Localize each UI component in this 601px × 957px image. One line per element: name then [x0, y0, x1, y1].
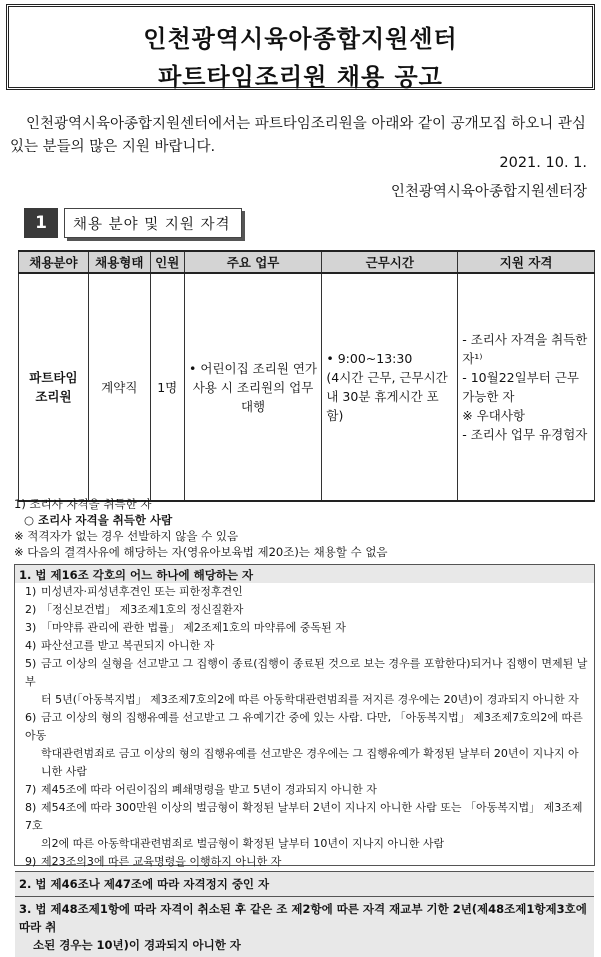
hours-detail: (4시간 근무, 근무시간 내 30분 휴게시간 포함)	[326, 370, 448, 423]
table-header-row	[19, 251, 595, 273]
disqualification-heading: 3. 법 제48조제1항에 따라 자격이 취소된 후 같은 조 제2항에 따른 자격 재교부 기한 2년(제48조제1항제3호에 따라 취 소된 경우는 10년)이 경과되지 아니한 자	[15, 897, 594, 957]
headcount-cell: 1명	[150, 273, 184, 501]
hours-line: • 9:00~13:30	[326, 351, 413, 366]
table-header-cell: 채용형태	[88, 251, 150, 273]
list-item: 3) 「마약류 관리에 관한 법률」 제2조제1호의 마약류에 중독된 자	[25, 621, 346, 634]
table-header-cell: 지원 자격	[458, 251, 595, 273]
table-header-cell: 채용분야	[19, 251, 89, 273]
footnote: 1) 조리사 자격을 취득한 자	[14, 497, 152, 511]
table-row	[19, 273, 595, 501]
qualification-cell	[458, 273, 595, 501]
list-item: 6) 금고 이상의 형의 집행유예를 선고받고 그 유예기간 중에 있는 사람. 다만, 「아동복지법」 제3조제7호의2에 따른 아동 학대관련범죄로 금고 이상의 형의 집행유예를 선고받은 경우에는 그 집행유예가 확정된 날부터 20년이 지나지 아 니한 사람	[25, 711, 583, 778]
employment-type-cell: 계약직	[88, 273, 150, 501]
title-box	[6, 4, 595, 90]
section-title: 채용 분야 및 지원 자격	[64, 208, 242, 238]
announcement-date: 2021. 10. 1.	[499, 155, 587, 171]
circle-item: ○ 조리사 자격을 취득한 사람	[24, 513, 173, 527]
table-header-cell: 근무시간	[322, 251, 458, 273]
disqualification-heading: 2. 법 제46조나 제47조에 따라 자격정지 중인 자	[15, 872, 594, 896]
table-header-cell: 인원	[150, 251, 184, 273]
list-item: 9) 제23조의3에 따른 교육명령을 이행하지 아니한 자	[25, 855, 282, 868]
qualification-item: - 조리사 업무 유경험자	[462, 427, 588, 442]
list-item: 1) 미성년자·피성년후견인 또는 피한정후견인	[25, 585, 243, 598]
note-line: ※ 다음의 결격사유에 해당하는 자(영유아보육법 제20조)는 채용할 수 없음	[14, 545, 388, 559]
title-line-1: 인천광역시육아종합지원센터	[143, 25, 458, 53]
section-number: 1	[24, 208, 58, 238]
organization-signature: 인천광역시육아종합지원센터장	[390, 184, 587, 200]
qualification-item: - 10월22일부터 근무가능한 자	[462, 370, 579, 404]
qualification-item: ※ 우대사항	[462, 408, 525, 423]
title-line-2: 파트타임조리원 채용 공고	[158, 63, 443, 91]
notes-block	[14, 496, 388, 560]
qualification-item: - 조리사 자격을 취득한 자¹⁾	[462, 332, 588, 366]
list-item: 4) 파산선고를 받고 복권되지 아니한 자	[25, 639, 215, 652]
hours-cell	[322, 273, 458, 501]
note-line: ※ 적격자가 없는 경우 선발하지 않을 수 있음	[14, 529, 239, 543]
list-item: 5) 금고 이상의 실형을 선고받고 그 집행이 종료(집행이 종료된 것으로 보는 경우를 포함한다)되거나 집행이 면제된 날부 터 5년(「아동복지법」 제3조제7호의2에 따른 아동학대관련범죄를 저지른 경우에는 20년)이 경과되지 아니한 자	[25, 657, 588, 706]
intro-paragraph: 인천광역시육아종합지원센터에서는 파트타임조리원을 아래와 같이 공개모집 하오니 관심 있는 분들의 많은 지원 바랍니다.	[10, 116, 586, 155]
list-item: 2) 「정신보건법」 제3조제1호의 정신질환자	[25, 603, 244, 616]
disqualification-heading: 1. 법 제16조 각호의 어느 하나에 해당하는 자	[15, 565, 594, 583]
field-cell: 파트타임 조리원	[19, 273, 89, 501]
recruitment-table	[18, 250, 595, 502]
duty-cell: • 어린이집 조리원 연가 사용 시 조리원의 업무 대행	[184, 273, 322, 501]
table-header-cell: 주요 업무	[184, 251, 322, 273]
disqualification-box	[14, 564, 595, 952]
list-item: 8) 제54조에 따라 300만원 이상의 벌금형이 확정된 날부터 2년이 지나지 아니한 사람 또는 「아동복지법」 제3조제7호 의2에 따른 아동학대관련범죄로 벌금형이 확정된 날부터 10년이 지나지 아니한 사람	[25, 801, 583, 850]
list-item: 7) 제45조에 따라 어린이집의 폐쇄명령을 받고 5년이 경과되지 아니한 자	[25, 783, 377, 796]
